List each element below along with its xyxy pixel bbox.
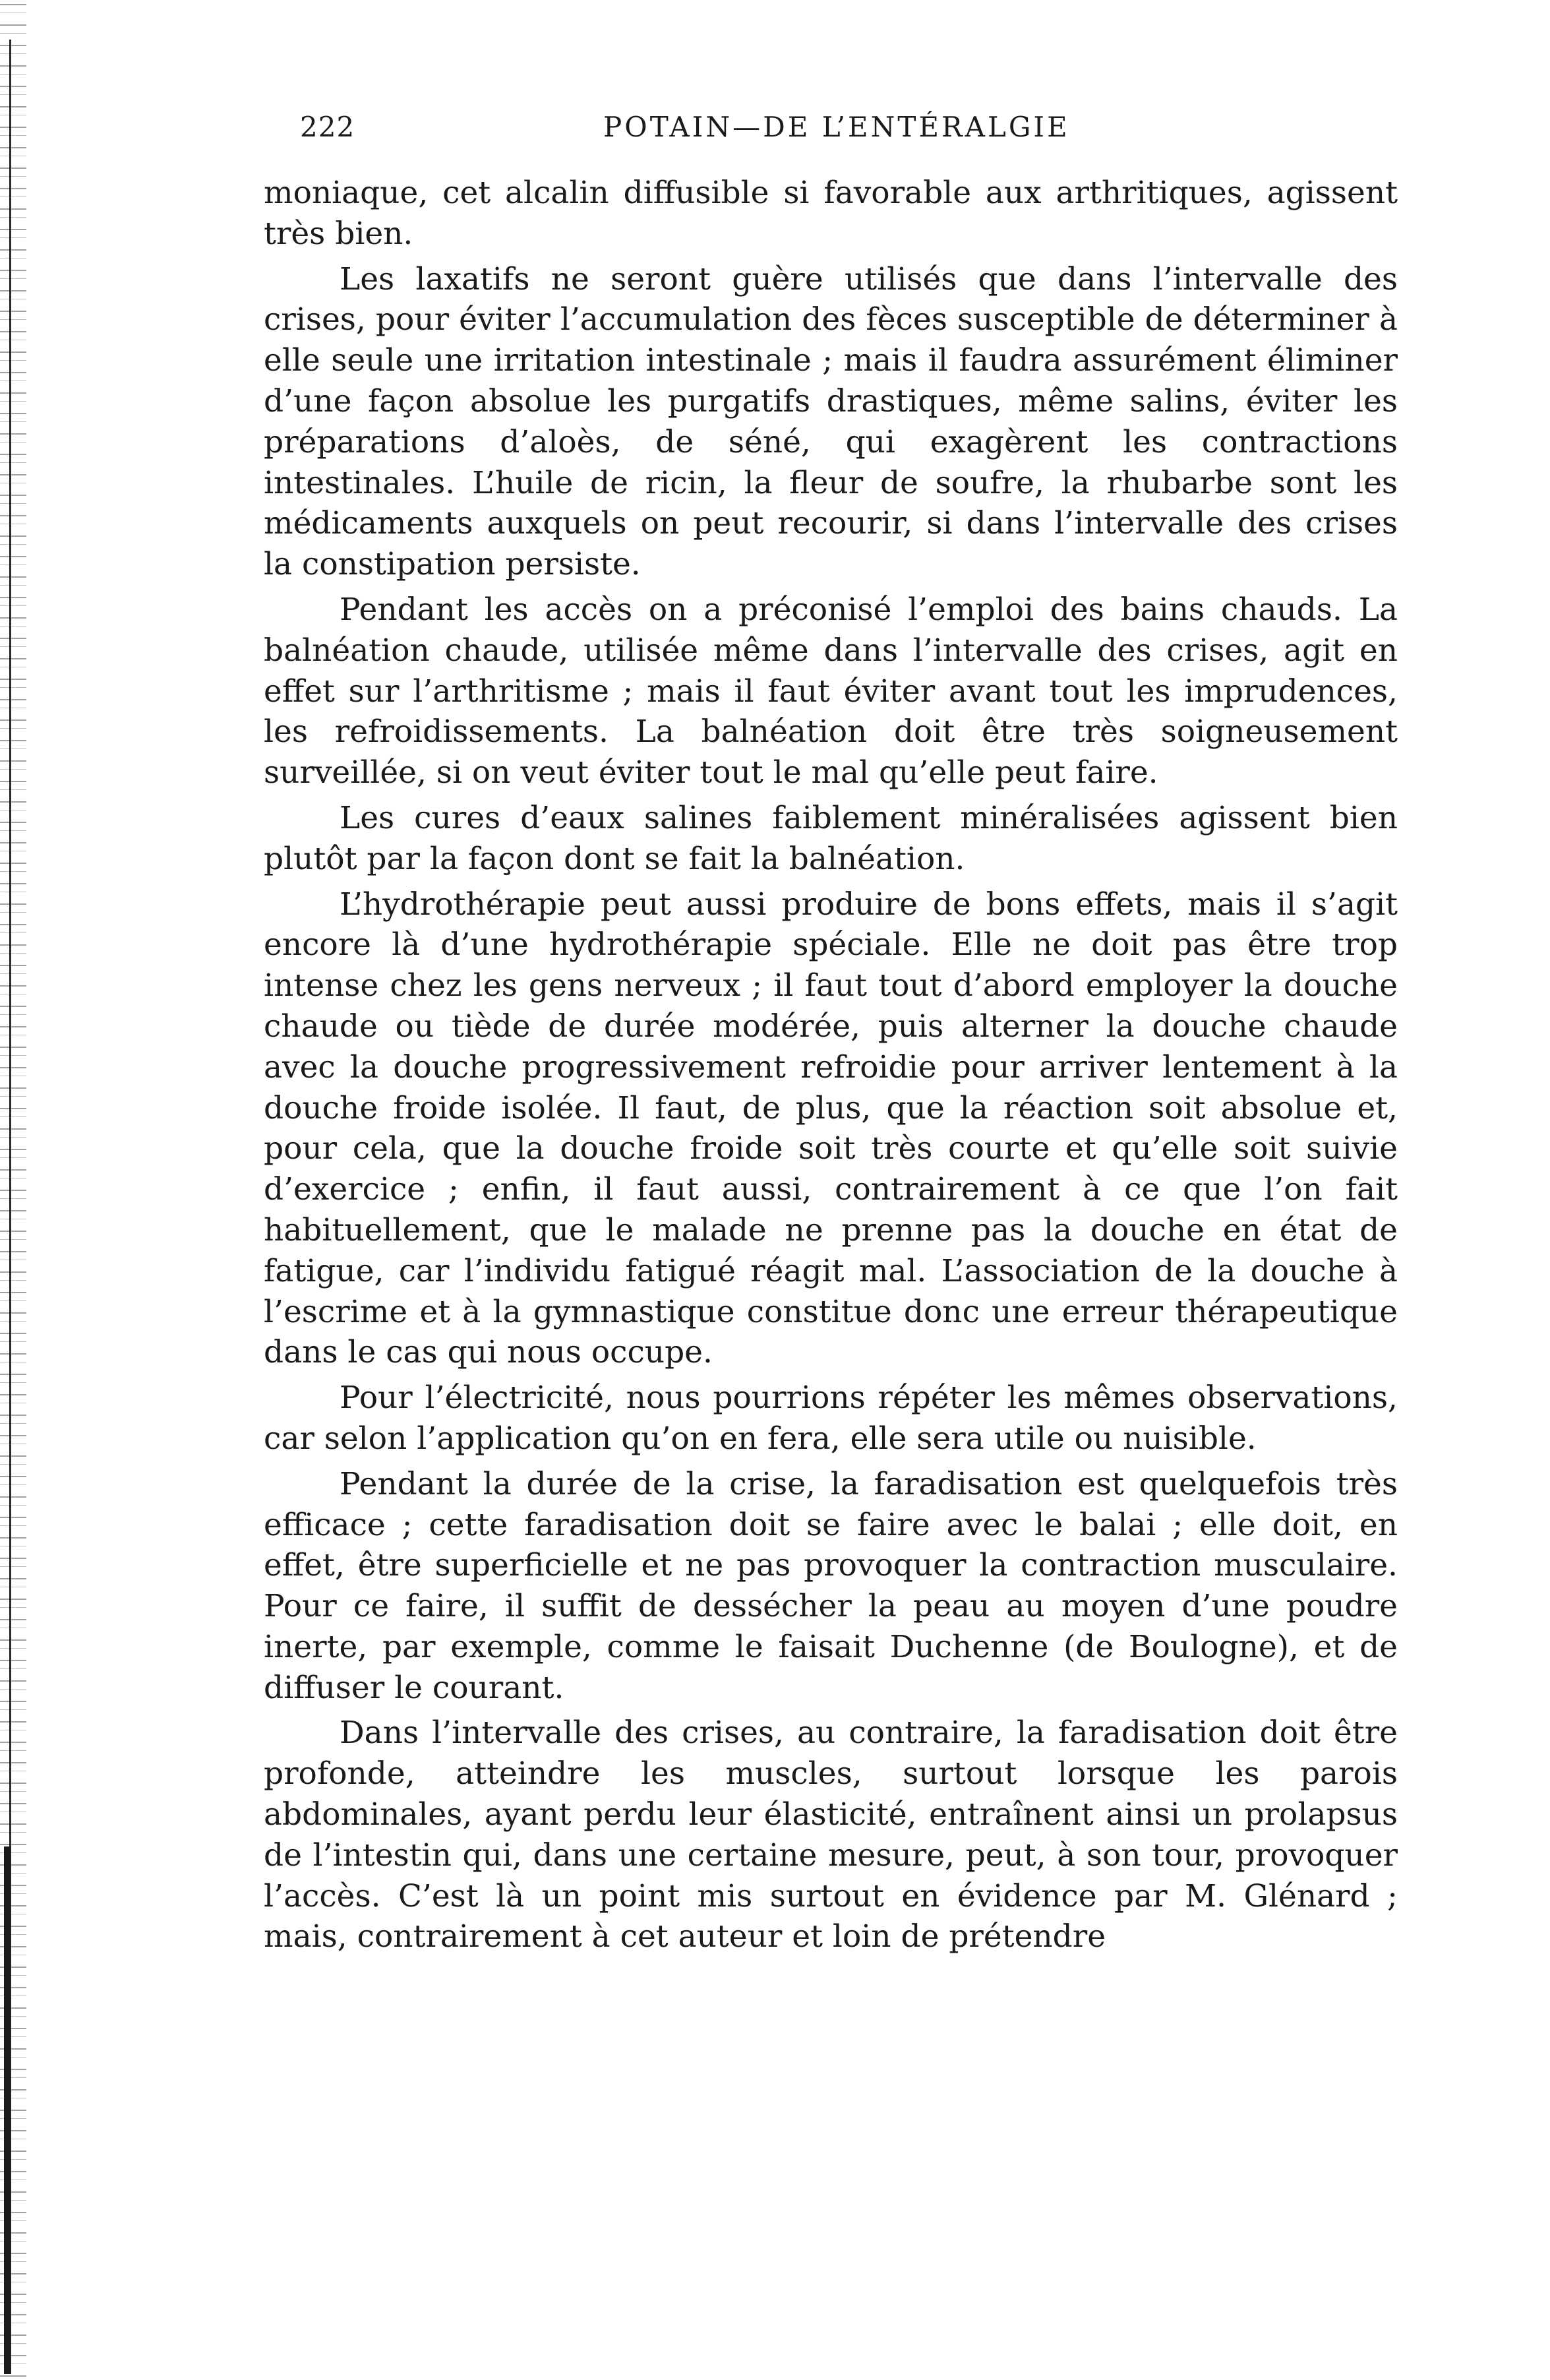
paragraph-bains: Pendant les accès on a préconisé l’emploi des bains chauds. La balnéation chaude, utilisée même dans l’intervalle des crises, agit en effet sur l’arthritisme ; mais il faut éviter avant tout les imprudences, les refroidissements. La balnéation doit être très soigneusement surveillée, si on veut éviter tout le mal qu’elle peut faire. — [264, 591, 1398, 791]
paragraph-cures: Les cures d’eaux salines faiblement minéralisées agissent bien plutôt par la façon dont se fait la balnéation. — [264, 799, 1398, 877]
page-header — [300, 111, 1394, 150]
paragraph-continuation: moniaque, cet alcalin diffusible si favorable aux arthritiques, agissent très bien. — [264, 175, 1398, 252]
paragraph-intervalle: Dans l’intervalle des crises, au contraire, la faradisation doit être profonde, atteindre les muscles, surtout lorsque les parois abdominales, ayant perdu leur élasticité, entraînent ainsi un prolapsus de l’intestin qui, dans une certaine mesure, peut, à son tour, provoquer l’accès. C’est là un point mis surtout en évidence par M. Glénard ; mais, contrairement à cet auteur et loin de prétendre — [264, 1715, 1398, 1955]
paragraph-electricite: Pour l’électricité, nous pourrions répéter les mêmes observations, car selon l’application qu’on en fera, elle sera utile ou nuisible. — [264, 1380, 1398, 1457]
body-text — [264, 173, 1398, 1962]
paragraph-laxatifs: Les laxatifs ne seront guère utilisés que dans l’intervalle des crises, pour éviter l’accumulation des fèces susceptible de déterminer à elle seule une irritation intestinale ; mais il faudra assurément éliminer d’une façon absolue les purgatifs drastiques, même salins, éviter les préparations d’aloès, de séné, qui exagèrent les contractions intestinales. L’huile de ricin, la fleur de soufre, la rhubarbe sont les médicaments auxquels on peut recourir, si dans l’intervalle des crises la constipation persiste. — [264, 260, 1398, 583]
page-number: 222 — [300, 111, 355, 143]
running-title: POTAIN—DE L’ENTÉRALGIE — [603, 111, 1070, 143]
binding-shadow-band — [4, 1846, 11, 2374]
paragraph-faradisation: Pendant la durée de la crise, la faradisation est quelquefois très efficace ; cette faradisation doit se faire avec le balai ; elle doit, en effet, être superficielle et ne pas provoquer la contraction musculaire. Pour ce faire, il suffit de dessécher la peau au moyen d’une poudre inerte, par exemple, comme le faisait Duchenne (de Boulogne), et de diffuser le courant. — [264, 1465, 1398, 1706]
paragraph-hydrotherapie: L’hydrothérapie peut aussi produire de bons effets, mais il s’agit encore là d’une hydrothérapie spéciale. Elle ne doit pas être trop intense chez les gens nerveux ; il faut tout d’abord employer la douche chaude ou tiède de durée modérée, puis alterner la douche chaude avec la douche progressivement refroidie pour arriver lentement à la douche froide isolée. Il faut, de plus, que la réaction soit absolue et, pour cela, que la douche froide soit très courte et qu’elle soit suivie d’exercice ; enfin, il faut aussi, contrairement à ce que l’on fait habituellement, que le malade ne prenne pas la douche en état de fatigue, car l’individu fatigué réagit mal. L’association de la douche à l’escrime et à la gymnastique constitue donc une erreur thérapeutique dans le cas qui nous occupe. — [264, 886, 1398, 1371]
